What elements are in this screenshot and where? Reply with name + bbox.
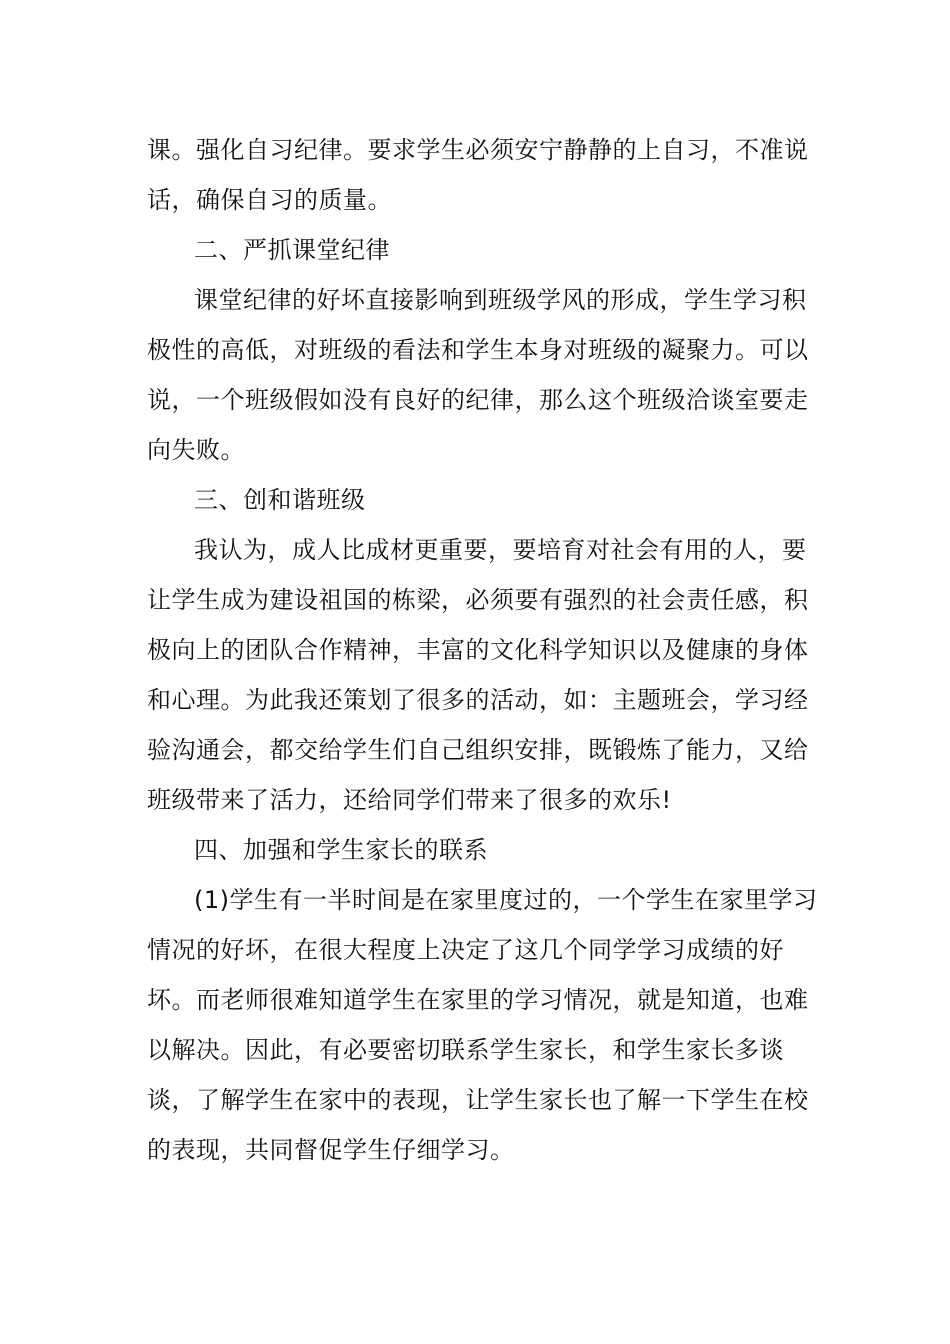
text-line: 极向上的团队合作精神，丰富的文化科学知识以及健康的身体 — [147, 636, 809, 664]
section-heading: 二、严抓课堂纪律 — [194, 236, 390, 264]
text-line: 的表现，共同督促学生仔细学习。 — [147, 1136, 515, 1164]
section-heading: 三、创和谐班级 — [194, 486, 366, 514]
text-line: 课堂纪律的好坏直接影响到班级学风的形成，学生学习积 — [194, 286, 807, 314]
text-line: 我认为，成人比成材更重要，要培育对社会有用的人，要 — [194, 536, 807, 564]
text-line: 情况的好坏，在很大程度上决定了这几个同学学习成绩的好 — [147, 936, 784, 964]
text-line: 验沟通会，都交给学生们自己组织安排，既锻炼了能力，又给 — [147, 736, 809, 764]
text-line: 让学生成为建设祖国的栋梁，必须要有强烈的社会责任感，积 — [147, 586, 809, 614]
text-line: 班级带来了活力，还给同学们带来了很多的欢乐! — [147, 786, 672, 814]
text-line: 课。强化自习纪律。要求学生必须安宁静静的上自习，不准说 — [147, 136, 809, 164]
text-line: 谈，了解学生在家中的表现，让学生家长也了解一下学生在校 — [147, 1086, 809, 1114]
text-line: (1)学生有一半时间是在家里度过的，一个学生在家里学习 — [194, 886, 818, 914]
text-line: 极性的高低，对班级的看法和学生本身对班级的凝聚力。可以 — [147, 336, 809, 364]
text-line: 和心理。为此我还策划了很多的活动，如：主题班会，学习经 — [147, 686, 809, 714]
text-line: 以解决。因此，有必要密切联系学生家长，和学生家长多谈 — [147, 1036, 784, 1064]
text-line: 话，确保自习的质量。 — [147, 186, 392, 214]
text-line: 向失败。 — [147, 436, 245, 464]
text-line: 说，一个班级假如没有良好的纪律，那么这个班级洽谈室要走 — [147, 386, 809, 414]
text-line: 坏。而老师很难知道学生在家里的学习情况，就是知道，也难 — [147, 986, 809, 1014]
section-heading: 四、加强和学生家长的联系 — [194, 836, 488, 864]
